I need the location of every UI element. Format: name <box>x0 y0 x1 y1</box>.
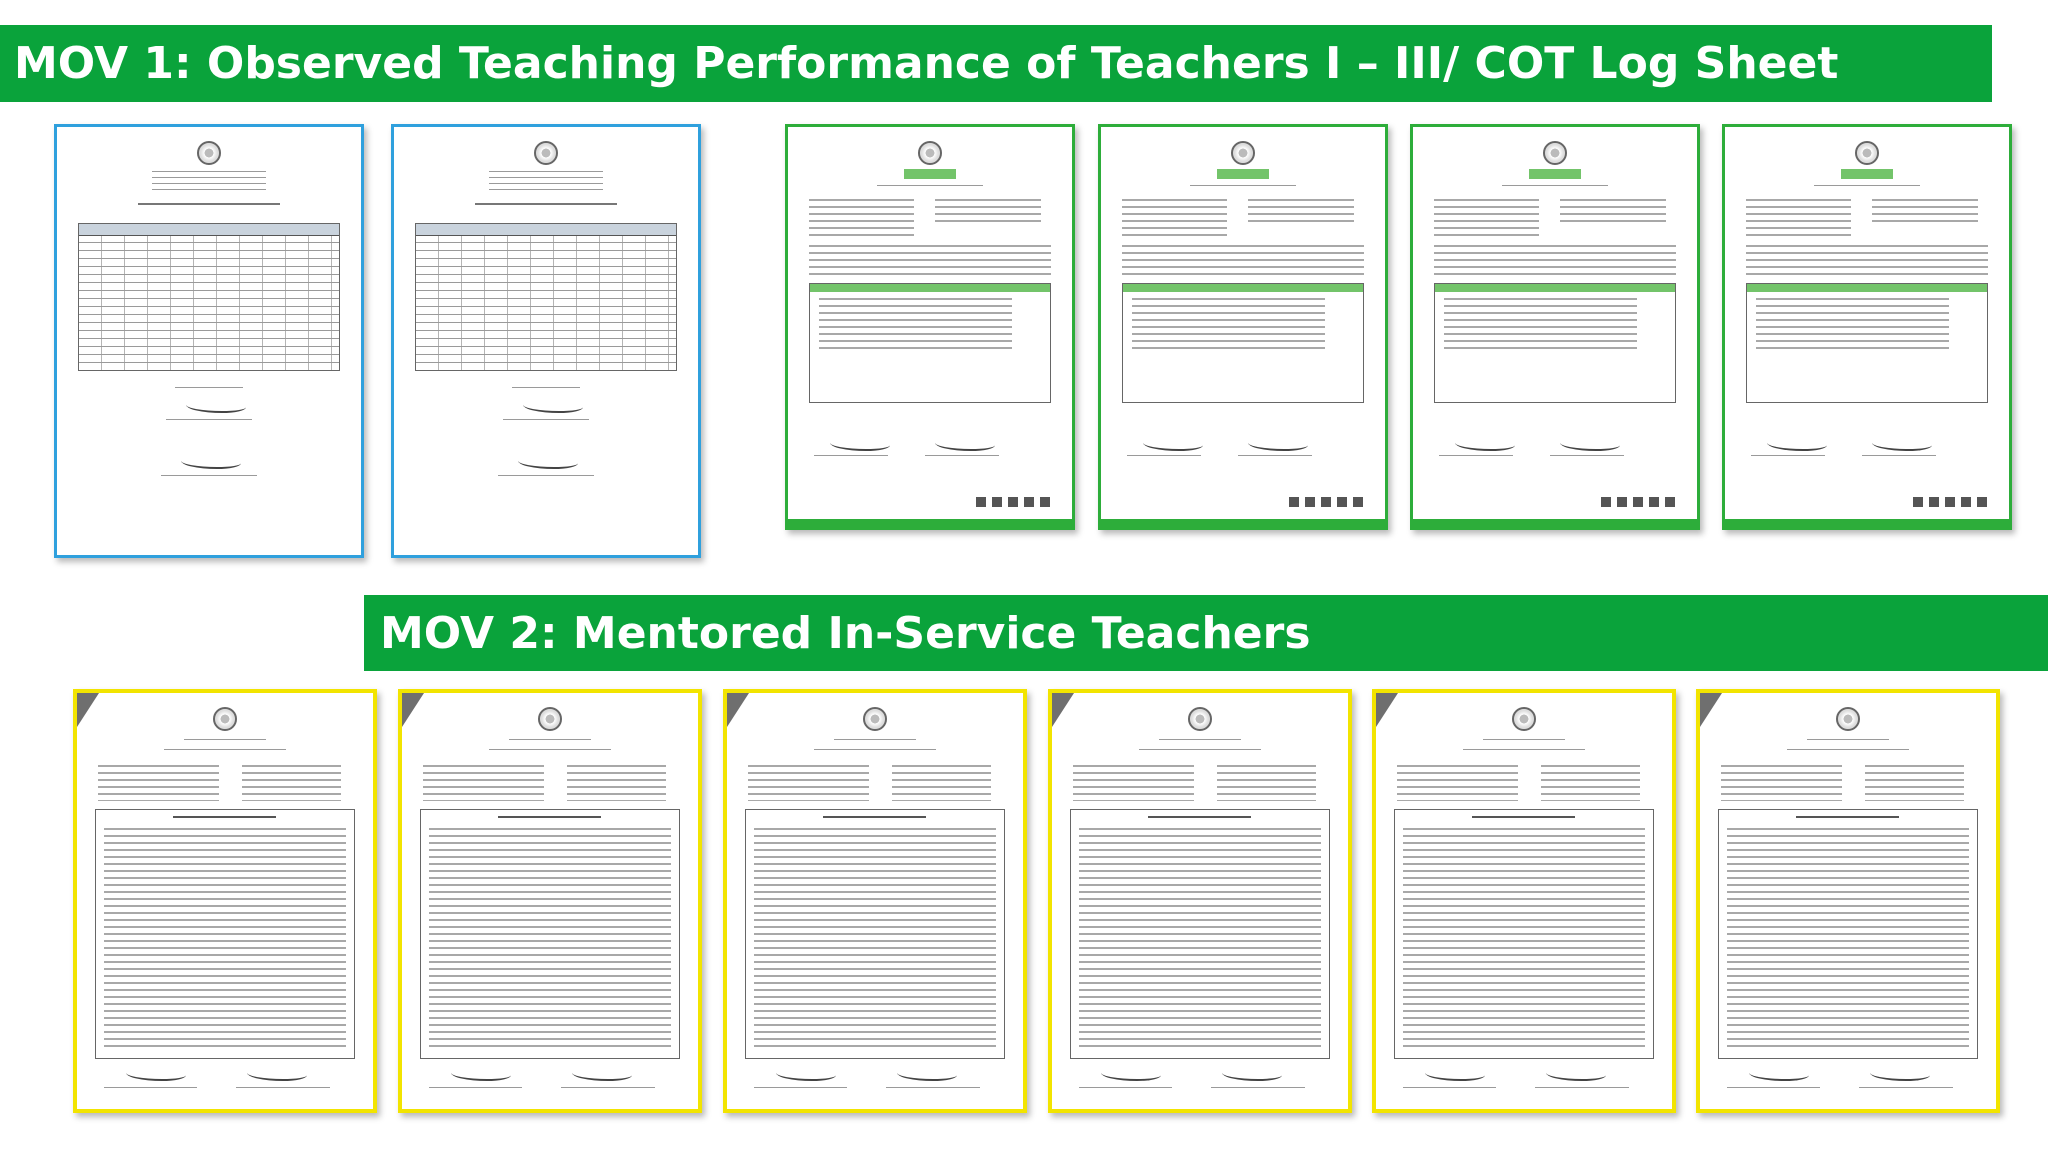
page-fold-icon <box>1700 693 1722 727</box>
deped-seal-icon <box>863 707 887 731</box>
deped-seal-icon <box>197 141 221 165</box>
deped-seal-icon <box>1543 141 1567 165</box>
partner-logos-icon <box>1913 497 1993 507</box>
deped-seal-icon <box>1231 141 1255 165</box>
deped-seal-icon <box>918 141 942 165</box>
deped-seal-icon <box>1836 707 1860 731</box>
observation-notes-form-2 <box>398 689 702 1113</box>
page-fold-icon <box>1376 693 1398 727</box>
cot-log-sheet-2 <box>391 124 701 558</box>
partner-logos-icon <box>1601 497 1681 507</box>
page-fold-icon <box>727 693 749 727</box>
deped-seal-icon <box>1188 707 1212 731</box>
deped-seal-icon <box>1512 707 1536 731</box>
page-fold-icon <box>77 693 99 727</box>
deped-seal-icon <box>1855 141 1879 165</box>
cot-log-sheet-1 <box>54 124 364 558</box>
partner-logos-icon <box>976 497 1056 507</box>
cot-rating-sheet-3 <box>1410 124 1700 530</box>
page-fold-icon <box>402 693 424 727</box>
cot-rating-sheet-2 <box>1098 124 1388 530</box>
observation-notes-form-5 <box>1372 689 1676 1113</box>
observation-notes-form-6 <box>1696 689 2000 1113</box>
page-fold-icon <box>1052 693 1074 727</box>
observation-notes-form-3 <box>723 689 1027 1113</box>
deped-seal-icon <box>538 707 562 731</box>
cot-rating-sheet-1 <box>785 124 1075 530</box>
deped-seal-icon <box>534 141 558 165</box>
observation-notes-form-1 <box>73 689 377 1113</box>
observation-notes-form-4 <box>1048 689 1352 1113</box>
deped-seal-icon <box>213 707 237 731</box>
mov2-title: MOV 2: Mentored In-Service Teachers <box>380 607 1311 659</box>
mov1-banner <box>0 25 1992 102</box>
partner-logos-icon <box>1289 497 1369 507</box>
mov1-title: MOV 1: Observed Teaching Performance of Teachers I – III/ COT Log Sheet <box>14 38 1839 89</box>
mov2-banner <box>364 595 2048 671</box>
cot-rating-sheet-4 <box>1722 124 2012 530</box>
